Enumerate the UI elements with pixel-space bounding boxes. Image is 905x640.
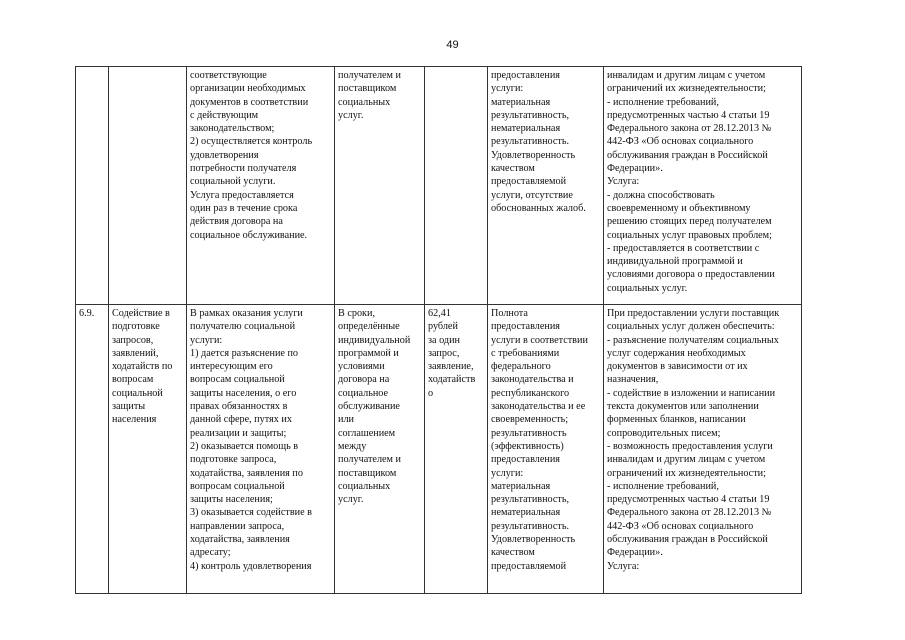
service-terms-cell: получателем и поставщиком социальных услуг. [335,67,425,305]
page-number: 49 [446,39,459,51]
service-tariff-cell: 62,41 рублей за один запрос, заявление, ходатайств о [425,305,488,594]
service-name-cell: Содействие в подготовке запросов, заявлений, ходатайств по вопросам социальной защиты населения [109,305,187,594]
service-conditions-cell: При предоставлении услуги поставщик социальных услуг должен обеспечить: - разъяснение получателям социальных услуг содержания необходимых документов в зависимости от их назначения, - содействие в изложении и написании текста документов или заполнении форменных бланков, написании сопроводительных писем; - возможность предоставления услуги инвалидам и другим лицам с учетом ограничений их жизнедеятельности; - исполнение требований, предусмотренных частью 4 статьи 19 Федерального закона от 28.12.2013 № 442-ФЗ «Об основах социального обслуживания граждан в Российской Федерации». Услуга: [604,305,802,594]
services-table [75,66,802,594]
table-row [76,305,802,594]
service-quality-cell: предоставления услуги: материальная результативность, нематериальная результативность. Удовлетворенность качеством предоставляемой услуги, отсутствие обоснованных жалоб. [488,67,604,305]
service-description-cell: соответствующие организации необходимых документов в соответствии с действующим законодательством; 2) осуществляется контроль удовлетворения потребности получателя социальной услуги. Услуга предоставляется один раз в течение срока действия договора на социальное обслуживание. [187,67,335,305]
service-quality-cell: Полнота предоставления услуги в соответствии с требованиями федерального законодательства и республиканского законодательства и ее своевременность; результативность (эффективность) предоставления услуги: материальная результативность, нематериальная результативность. Удовлетворенность качеством предоставляемой [488,305,604,594]
row-number-cell [76,67,109,305]
service-description-cell: В рамках оказания услуги получателю социальной услуги: 1) дается разъяснение по интересующим его вопросам социальной защиты населения, о его правах обязанностях в данной сфере, путях их реализации и защиты; 2) оказывается помощь в подготовке запроса, ходатайства, заявления по вопросам социальной защиты населения; 3) оказывается содействие в направлении запроса, ходатайства, заявления адресату; 4) контроль удовлетворения [187,305,335,594]
row-number-cell: 6.9. [76,305,109,594]
table-row [76,67,802,305]
service-tariff-cell [425,67,488,305]
service-conditions-cell: инвалидам и другим лицам с учетом ограничений их жизнедеятельности; - исполнение требований, предусмотренных частью 4 статьи 19 Федерального закона от 28.12.2013 № 442-ФЗ «Об основах социального обслуживания граждан в Российской Федерации». Услуга: - должна способствовать своевременному и объективному решению стоящих перед получателем социальных услуг правовых проблем; - предоставляется в соответствии с индивидуальной программой и условиями договора о предоставлении социальных услуг. [604,67,802,305]
service-terms-cell: В сроки, определённые индивидуальной программой и условиями договора на социальное обслуживание или соглашением между получателем и поставщиком социальных услуг. [335,305,425,594]
service-name-cell [109,67,187,305]
